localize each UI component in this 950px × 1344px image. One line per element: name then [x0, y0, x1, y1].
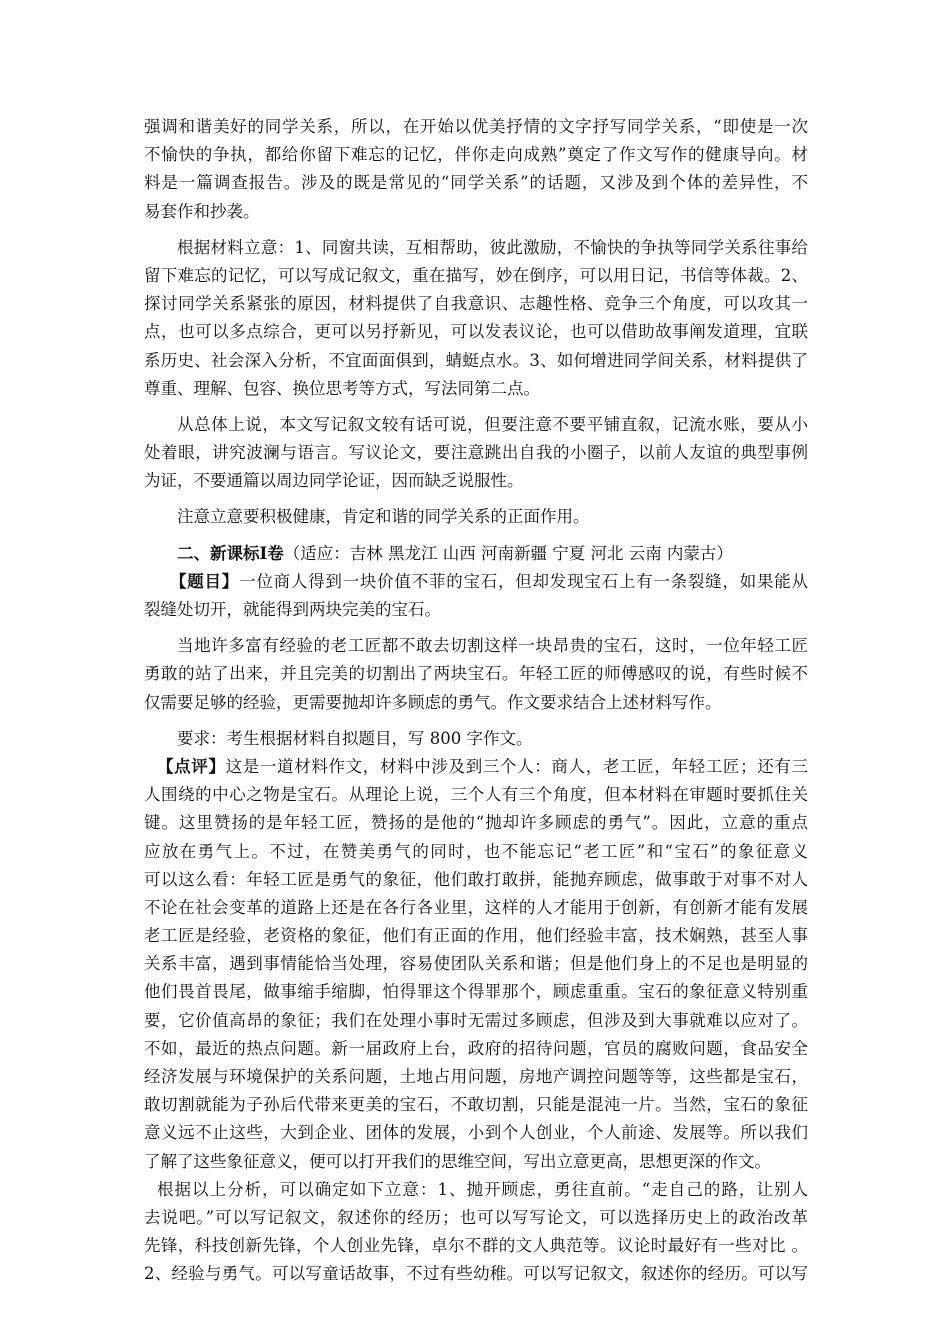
text-line: 料是一篇调查报告。涉及的既是常见的“同学关系”的话题，又涉及到个体的差异性，不 — [144, 173, 808, 193]
question-paragraph — [144, 568, 808, 624]
paragraph-4 — [144, 503, 808, 531]
text-line: 老工匠是经验，老资格的象征，他们有正面的作用，他们经验丰富，技术娴熟，甚至人事 — [144, 926, 808, 946]
text-line: 键。这里赞扬的是年轻工匠，赞扬的是他的“抛却许多顾虑的勇气”。因此，立意的重点 — [144, 813, 808, 833]
section-heading — [144, 540, 808, 568]
text-line: 从总体上说，本文写记叙文较有话可说，但要注意不要平铺直叙，记流水账，要从小 — [177, 414, 808, 434]
text-line: 当地许多富有经验的老工匠都不敢去切割这样一块昂贵的宝石，这时，一位年轻工匠 — [177, 636, 808, 656]
text-line: 人围绕的中心之物是宝石。从理论上说，三个人有三个角度，但本材料在审题时要抓住关 — [144, 785, 808, 805]
text-line: 注意立意要积极健康，肯定和谐的同学关系的正面作用。 — [177, 507, 590, 527]
text-line: 勇敢的站了出来，并且完美的切割出了两块宝石。年轻工匠的师傅感叹的说，有些时候不 — [144, 664, 808, 684]
section-heading-title: 二、新课标Ⅰ卷 — [177, 543, 284, 563]
text-line: 可以这么看：年轻工匠是勇气的象征，他们敢打敢拼，能抛弃顾虑，做事敢于对事不对人 — [144, 869, 808, 889]
text-line: 强调和谐美好的同学关系，所以，在开始以优美抒情的文字抒写同学关系，“即使是一次 — [144, 117, 808, 136]
text-line: 应放在勇气上。不过，在赞美勇气的同时，也不能忘记“老工匠”和“宝石”的象征意义 — [144, 841, 808, 861]
text-line: 意义远不止这些，大到企业、团体的发展，小到个人创业，个人前途、发展等。所以我们 — [144, 1123, 808, 1143]
text-line: 去说吧。”可以写记叙文，叙述你的经历；也可以写写论文，可以选择历史上的政治改革 — [144, 1207, 808, 1227]
text-line: 不如，最近的热点问题。新一届政府上台，政府的招待问题，官员的腐败问题，食品安全 — [144, 1038, 808, 1058]
text-line: 处着眼，讲究波澜与语言。写议论文，要注意跳出自我的小圈子，以前人友谊的典型事例 — [144, 443, 808, 463]
text-line: 关系丰富，遇到事情能恰当处理，容易使团队关系和谐；但是他们身上的不足也是明显的 — [144, 954, 808, 974]
text-line: 要求：考生根据材料自拟题目，写 800 字作文。 — [177, 728, 533, 748]
text-line: 他们畏首畏尾，做事缩手缩脚，怕得罪这个得罪那个，顾虑重重。宝石的象征意义特别重 — [144, 982, 808, 1002]
text-line: 点，也可以多点综合，更可以另抒新见，可以发表议论，也可以借助故事阐发道理，宜联 — [144, 322, 808, 342]
text-line: 裂缝处切开，就能得到两块完美的宝石。 — [144, 600, 441, 619]
text-line: 根据材料立意：1、同窗共读，互相帮助，彼此激励，不愉快的争执等同学关系往事给 — [177, 237, 808, 257]
text-line: 2、经验与勇气。可以写童话故事，不过有些幼稚。可以写记叙文，叙述你的经历。可以写 — [144, 1264, 808, 1284]
comment-label: 【点评】 — [157, 756, 226, 776]
text-line: 仅需要足够的经验，更需要抛却许多顾虑的勇气。作文要求结合上述材料写作。 — [144, 692, 722, 712]
text-line: 不愉快的争执，都给你留下难忘的记忆，伴你走向成熟”奠定了作文写作的健康导向。材 — [144, 145, 808, 165]
text-line: 系历史、社会深入分析，不宜面面俱到，蜻蜓点水。3、如何增进同学间关系，材料提供了 — [144, 350, 808, 370]
comment-text: 这是一道材料作文，材料中涉及到三个人：商人，老工匠，年轻工匠；还有三 — [225, 756, 808, 776]
text-line: 不论在社会变革的道路上还是在各行各业里，这样的人才能用于创新，有创新才能有发展 — [144, 897, 808, 917]
comment-paragraph — [144, 753, 808, 1176]
text-line: 了解了这些象征意义，便可以打开我们的思维空间，写出立意更高，思想更深的作文。 — [144, 1151, 771, 1171]
question-label: 【题目】 — [170, 571, 240, 591]
text-line: 根据以上分析，可以确定如下立意：1、抛开顾虑，勇往直前。“走自己的路，让别人 — [157, 1179, 808, 1199]
document-page — [144, 113, 808, 1289]
text-line: 敢切割就能为子孙后代带来更美的宝石，不敢切割，只能是混沌一片。当然，宝石的象征 — [144, 1095, 808, 1115]
paragraph-1 — [144, 113, 808, 226]
text-line: 经济发展与环境保护的关系问题，土地占用问题，房地产调控问题等等，这些都是宝石， — [144, 1067, 808, 1086]
text-line: 易套作和抄袭。 — [144, 201, 260, 221]
paragraph-9 — [144, 1176, 808, 1289]
paragraph-2 — [144, 234, 808, 403]
paragraph-6 — [144, 632, 808, 717]
text-line: 留下难忘的记忆，可以写成记叙文，重在描写，妙在倒序，可以用日记，书信等体裁。2、 — [144, 265, 808, 285]
requirement-paragraph — [144, 725, 808, 753]
text-line: 要，它价值高昂的象征；我们在处理小事时无需过多顾虑，但涉及到大事就难以应对了。 — [144, 1010, 808, 1030]
paragraph-3 — [144, 411, 808, 496]
text-line: 先锋，科技创新先锋，个人创业先锋，卓尔不群的文人典范等。议论时最好有一些对比 。 — [144, 1236, 808, 1256]
question-text: 一位商人得到一块价值不菲的宝石，但却发现宝石上有一条裂缝，如果能从 — [239, 571, 808, 591]
text-line: 尊重、理解、包容、换位思考等方式，写法同第二点。 — [144, 378, 540, 398]
text-line: 为证，不要通篇以周边同学论证，因而缺乏说服性。 — [144, 471, 524, 491]
section-heading-scope: （适应：吉林 黑龙江 山西 河南新疆 宁夏 河北 云南 内蒙古） — [283, 543, 733, 563]
text-line: 探讨同学关系紧张的原因，材料提供了自我意识、志趣性格、竞争三个角度，可以攻其一 — [144, 294, 808, 314]
